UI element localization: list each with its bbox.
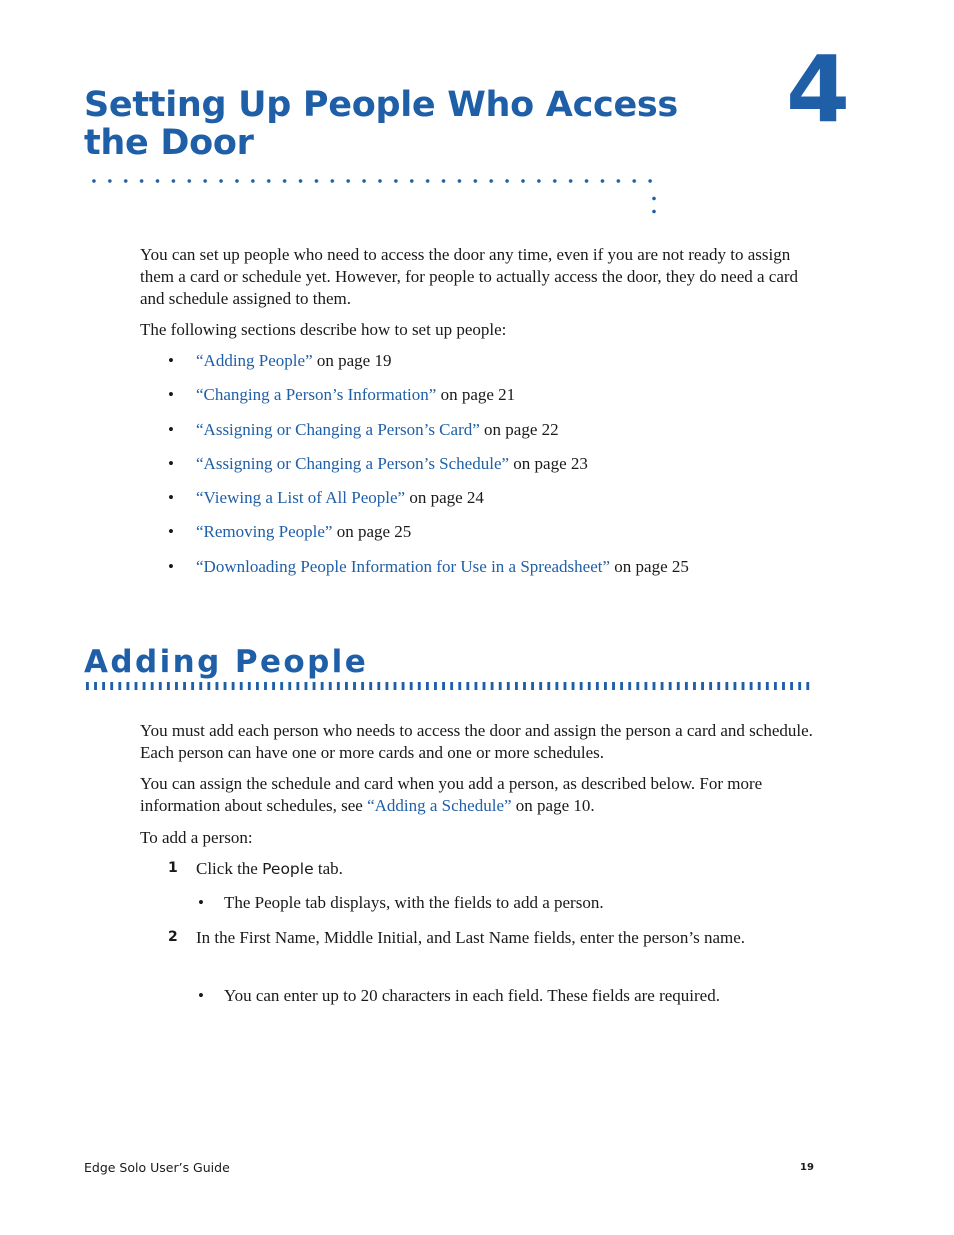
step-text-part: tab. (313, 859, 343, 878)
bullet-icon: • (168, 385, 174, 405)
list-item (168, 384, 828, 418)
link-assigning-schedule[interactable]: “Assigning or Changing a Person’s Schedule” (196, 453, 510, 473)
bullet-icon: • (168, 488, 174, 508)
link-adding-people[interactable]: “Adding People” (196, 351, 313, 370)
bullet-icon: • (168, 351, 174, 370)
step-text: In the First Name, Middle Initial, and Last Name fields, enter the person’s name. (196, 928, 746, 947)
ui-term-people: People (262, 860, 314, 878)
section-divider-dots (86, 682, 814, 690)
procedure-heading: To add a person: (140, 828, 253, 847)
page-reference: on page 25 (332, 522, 412, 542)
list-item (168, 487, 828, 521)
intro-paragraph: You can set up people who need to access the door any time, even if you are not ready to assign them a card or schedule yet. However, for people to actually access the door, they do need a card and schedule assigned to them. (140, 245, 799, 308)
link-removing-people[interactable]: “Removing People” (196, 522, 333, 542)
page-reference: on page 10. (511, 796, 595, 815)
footer-guide-title: Edge Solo User’s Guide (84, 1160, 230, 1175)
intro-lead-paragraph: The following sections describe how to set up people: (140, 320, 507, 339)
page-reference: on page 21 (436, 385, 516, 405)
page-reference: on page 25 (610, 556, 689, 576)
bullet-icon: • (198, 986, 204, 1005)
bullet-icon: • (168, 419, 174, 439)
chapter-divider-dots (86, 178, 658, 184)
page-reference: on page 19 (312, 351, 392, 370)
section-link-list (168, 350, 828, 590)
chapter-divider-dots-vertical (651, 192, 657, 218)
bullet-icon: • (168, 556, 174, 576)
section-title: Adding People (84, 644, 369, 680)
section-paragraph-schedules (140, 773, 820, 817)
page-reference: on page 23 (509, 453, 588, 473)
bullet-icon: • (198, 893, 204, 912)
list-item (168, 521, 828, 555)
step-result-text: The People tab displays, with the fields to add a person. (224, 893, 604, 912)
link-downloading-people[interactable]: “Downloading People Information for Use in a Spreadsheet” (196, 556, 611, 576)
link-assigning-card[interactable]: “Assigning or Changing a Person’s Card” (196, 419, 480, 439)
step-number: 1 (168, 860, 178, 876)
paragraph-text: You can assign the schedule and card when you add a person, as described below. For more information about schedules, see (140, 774, 763, 815)
bullet-icon: • (168, 522, 174, 542)
list-item (168, 419, 828, 453)
list-item (168, 350, 828, 384)
link-viewing-list[interactable]: “Viewing a List of All People” (196, 488, 406, 508)
step-text (196, 856, 816, 882)
bullet-icon: • (168, 453, 174, 473)
link-adding-schedule[interactable]: “Adding a Schedule” (367, 796, 512, 815)
list-item (168, 453, 828, 487)
chapter-title: Setting Up People Who Access the Door (84, 85, 678, 163)
step-text-part: Click the (196, 859, 263, 878)
step-number: 2 (168, 929, 178, 945)
list-item (168, 556, 828, 590)
chapter-number: 4 (786, 36, 851, 143)
link-changing-person-information[interactable]: “Changing a Person’s Information” (196, 385, 437, 405)
footer-page-number: 19 (800, 1162, 814, 1173)
page-reference: on page 22 (479, 419, 559, 439)
page-reference: on page 24 (405, 488, 484, 508)
step-result-text: You can enter up to 20 characters in each field. These fields are required. (224, 986, 720, 1005)
section-paragraph: You must add each person who needs to access the door and assign the person a card and schedule. Each person can have one or more cards and one or more schedules. (140, 721, 813, 762)
